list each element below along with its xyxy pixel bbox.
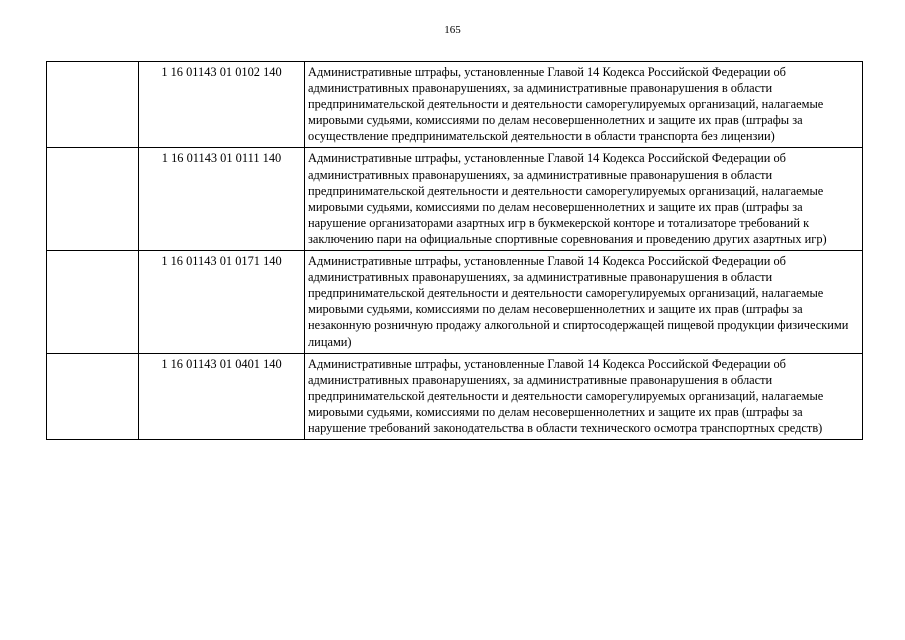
table-row	[47, 62, 863, 148]
description-cell: Административные штрафы, установленные Главой 14 Кодекса Российской Федерации об административных правонарушениях, за административные правонарушения в области предпринимательской деятельности и деятельности саморегулируемых организаций, налагаемые мировыми судьями, комиссиями по делам несовершеннолетних и защите их прав (штрафы за осуществление предпринимательской деятельности в области транспорта без лицензии)	[305, 62, 863, 148]
table-row	[47, 353, 863, 439]
description-cell: Административные штрафы, установленные Главой 14 Кодекса Российской Федерации об административных правонарушениях, за административные правонарушения в области предпринимательской деятельности и деятельности саморегулируемых организаций, налагаемые мировыми судьями, комиссиями по делам несовершеннолетних и защите их прав (штрафы за нарушение организаторами азартных игр в букмекерской конторе и тотализаторе требований к заключению пари на официальные спортивные соревнования и проведению других азартных игр)	[305, 148, 863, 251]
admin-code-cell	[47, 353, 139, 439]
code-cell: 1 16 01143 01 0401 140	[139, 353, 305, 439]
budget-classification-table	[46, 61, 863, 440]
code-cell: 1 16 01143 01 0102 140	[139, 62, 305, 148]
page-number: 165	[444, 24, 461, 36]
table-row	[47, 148, 863, 251]
code-cell: 1 16 01143 01 0111 140	[139, 148, 305, 251]
description-cell: Административные штрафы, установленные Главой 14 Кодекса Российской Федерации об административных правонарушениях, за административные правонарушения в области предпринимательской деятельности и деятельности саморегулируемых организаций, налагаемые мировыми судьями, комиссиями по делам несовершеннолетних и защите их прав (штрафы за незаконную розничную продажу алкогольной и спиртосодержащей пищевой продукции физическими лицами)	[305, 251, 863, 354]
description-cell: Административные штрафы, установленные Главой 14 Кодекса Российской Федерации об административных правонарушениях, за административные правонарушения в области предпринимательской деятельности и деятельности саморегулируемых организаций, налагаемые мировыми судьями, комиссиями по делам несовершеннолетних и защите их прав (штрафы за нарушение требований законодательства в области технического осмотра транспортных средств)	[305, 353, 863, 439]
code-cell: 1 16 01143 01 0171 140	[139, 251, 305, 354]
admin-code-cell	[47, 62, 139, 148]
admin-code-cell	[47, 148, 139, 251]
table-row	[47, 251, 863, 354]
admin-code-cell	[47, 251, 139, 354]
